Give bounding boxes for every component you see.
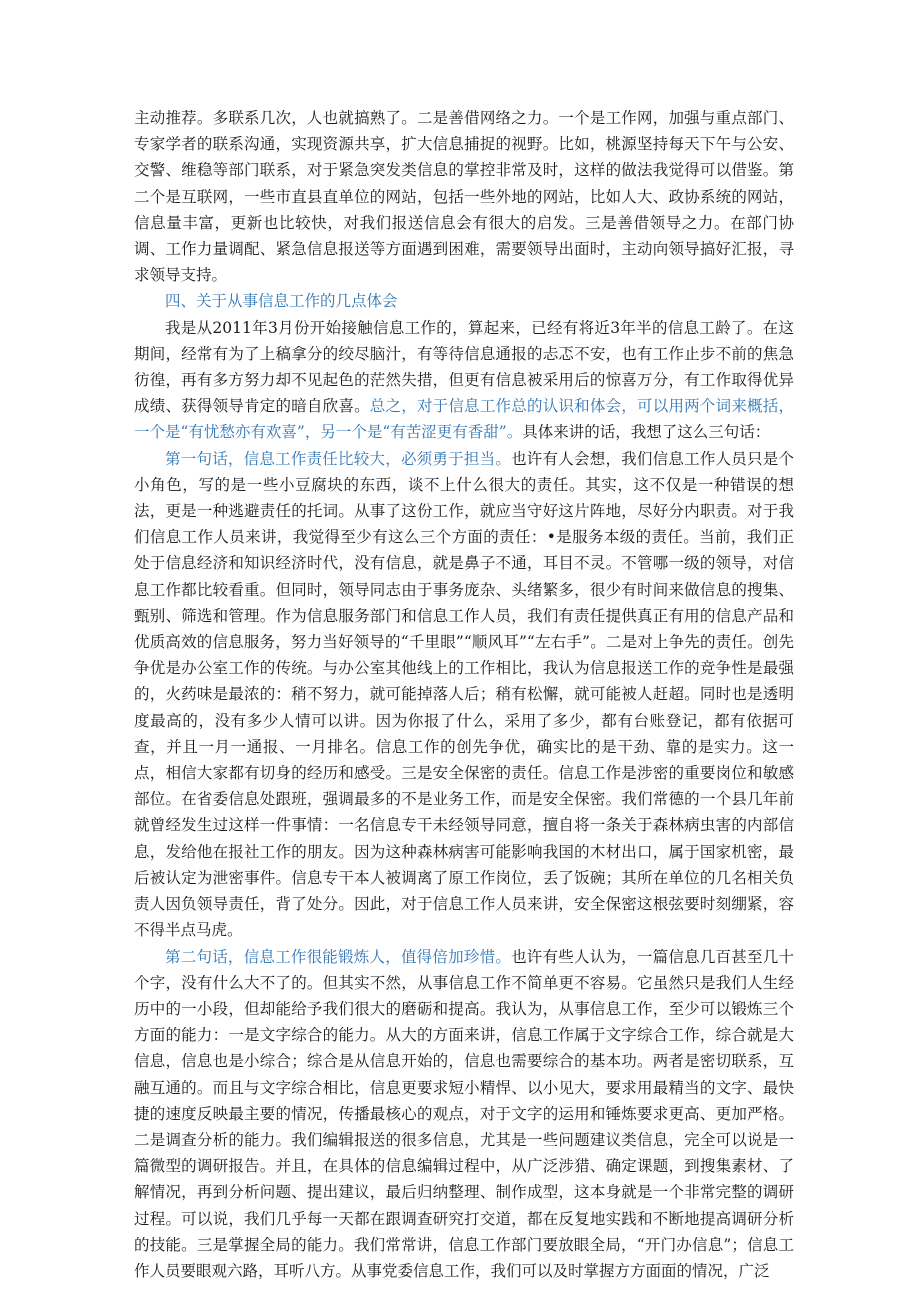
paragraph-continuation	[134, 105, 794, 288]
paragraph-intro	[134, 315, 794, 446]
point-lead-sentence: 第二句话，信息工作很能锻炼人，值得倍加珍惜。	[165, 947, 512, 966]
paragraph-text: 我是从2011年3月份开始接触信息工作的，算起来，已经有将近3年半的信息工龄了。在这期间，经常有为了上稿拿分的绞尽脑汁，有等待信息通报的忐忑不安，也有工作止步不前的焦急彷徨，再有多方努力却不见起色的茫然失措，但更有信息被采用后的惊喜万分，有工作取得优异成绩、获得领导肯定的暗自欣喜。	[134, 318, 794, 416]
paragraph-first-point	[134, 446, 794, 944]
paragraph-second-point	[134, 944, 794, 1285]
paragraph-text: 主动推荐。多联系几次，人也就搞熟了。二是善借网络之力。一个是工作网，加强与重点部门、专家学者的联系沟通，实现资源共享，扩大信息捕捉的视野。比如，桃源坚持每天下午与公安、交警、维稳等部门联系，对于紧急突发类信息的掌控非常及时，这样的做法我觉得可以借鉴。第二个是互联网，一些市直县直单位的网站，包括一些外地的网站，比如人大、政协系统的网站，信息量丰富，更新也比较快，对我们报送信息会有很大的启发。三是善借领导之力。在部门协调、工作力量调配、紧急信息报送等方面遇到困难，需要领导出面时，主动向领导搞好汇报，寻求领导支持。	[134, 109, 794, 285]
section-heading-text: 四、关于从事信息工作的几点体会	[165, 292, 398, 311]
document-body	[134, 105, 794, 1284]
paragraph-text: 也许有人会想，我们信息工作人员只是个小角色，写的是一些小豆腐块的东西，谈不上什么很大的责任。其实，这不仅是一种错误的想法，更是一种逃避责任的托词。从事了这份工作，就应当守好这片阵地，尽好分内职责。对于我们信息工作人员来讲，我觉得至少有这么三个方面的责任：•是服务本级的责任。当前，我们正处于信息经济和知识经济时代，没有信息，就是鼻子不通，耳目不灵。不管哪一级的领导，对信息工作都比较看重。但同时，领导同志由于事务庞杂、头绪繁多，很少有时间来做信息的搜集、甄别、筛选和管理。作为信息服务部门和信息工作人员，我们有责任提供真正有用的信息产品和优质高效的信息服务，努力当好领导的“千里眼”“顺风耳”“左右手”。二是对上争先的责任。创先争优是办公室工作的传统。与办公室其他线上的工作相比，我认为信息报送工作的竞争性是最强的，火药味是最浓的：稍不努力，就可能掉落人后；稍有松懈，就可能被人赶超。同时也是透明度最高的，没有多少人情可以讲。因为你报了什么，采用了多少，都有台账登记，都有依据可查，并且一月一通报、一月排名。信息工作的创先争优，确实比的是干劲、靠的是实力。这一点，相信大家都有切身的经历和感受。三是安全保密的责任。信息工作是涉密的重要岗位和敏感部位。在省委信息处跟班，强调最多的不是业务工作，而是安全保密。我们常德的一个县几年前就曾经发生过这样一件事情：一名信息专干未经领导同意，擅自将一条关于森林病虫害的内部信息，发给他在报社工作的朋友。因为这种森林病害可能影响我国的木材出口，属于国家机密，最后被认定为泄密事件。信息专干本人被调离了原工作岗位，丢了饭碗；其所在单位的几名相关负责人因负领导责任，背了处分。因此，对于信息工作人员来讲，安全保密这根弦要时刻绷紧，容不得半点马虎。	[134, 449, 794, 940]
paragraph-text: 也许有些人认为，一篇信息几百甚至几十个字，没有什么大不了的。但其实不然，从事信息工作不简单更不容易。它虽然只是我们人生经历中的一小段，但却能给予我们很大的磨砺和提高。我认为，从事信息工作，至少可以锻炼三个方面的能力：一是文字综合的能力。从大的方面来讲，信息工作属于文字综合工作，综合就是大信息，信息也是小综合；综合是从信息开始的，信息也需要综合的基本功。两者是密切联系，互融互通的。而且与文字综合相比，信息更要求短小精悍、以小见大，要求用最精当的文字、最快捷的速度反映最主要的情况，传播最核心的观点，对于文字的运用和锤炼要求更高、更加严格。二是调查分析的能力。我们编辑报送的很多信息，尤其是一些问题建议类信息，完全可以说是一篇微型的调研报告。并且，在具体的信息编辑过程中，从广泛涉猎、确定课题，到搜集素材、了解情况，再到分析问题、提出建议，最后归纳整理、制作成型，这本身就是一个非常完整的调研过程。可以说，我们几乎每一天都在跟调查研究打交道，都在反复地实践和不断地提高调研分析的技能。三是掌握全局的能力。我们常常讲，信息工作部门要放眼全局，“开门办信息”；信息工作人员要眼观六路，耳听八方。从事党委信息工作，我们可以及时掌握方方面面的情况，广泛	[134, 947, 794, 1280]
point-lead-sentence: 第一句话，信息工作责任比较大，必须勇于担当。	[165, 449, 512, 468]
paragraph-text: 具体来讲的话，我想了这么三句话：	[522, 423, 771, 442]
section-heading	[134, 288, 794, 314]
highlighted-summary: 总之，对于信息工作总的认识和体会，可以用两个词来概括，一个是“有忧愁亦有欢喜”，另一个是“有苦涩更有香甜”。	[134, 397, 794, 442]
